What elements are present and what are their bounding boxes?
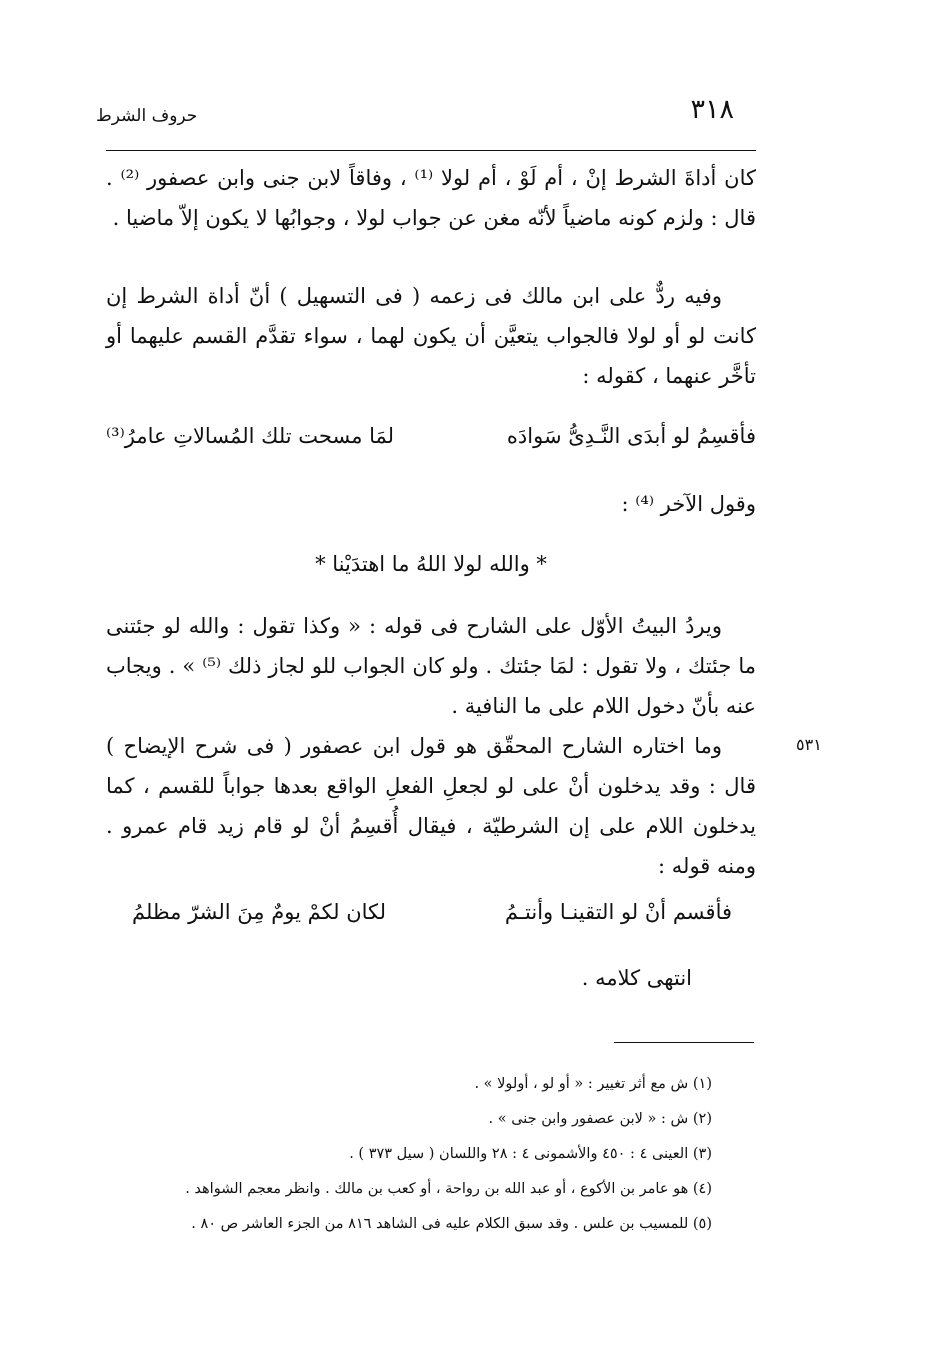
verse-3 <box>106 900 756 940</box>
footnote-text: هو عامر بن الأكوع ، أو عبد الله بن رواحة ، أو كعب بن مالك . وانظر معجم الشواهد . <box>185 1181 689 1197</box>
verse-3-second-hemistich: لكان لكمْ يومٌ مِنَ الشرّ مظلمُ <box>132 900 387 924</box>
footnote-text: العينى ٤ : ٤٥٠ والأشمونى ٤ : ٢٨ واللسان ( سيل ٣٧٣ ) . <box>349 1146 689 1162</box>
margin-reference-number: ٥٣١ <box>796 735 822 754</box>
paragraph-6: انتهى كلامه . <box>581 966 692 990</box>
footnote-text: للمسيب بن علس . وقد سبق الكلام عليه فى الشاهد ٨١٦ من الجزء العاشر ص ٨٠ . <box>191 1216 689 1232</box>
verse-1 <box>106 424 756 464</box>
footnote-number: (٢) <box>692 1111 712 1127</box>
footnote-number: (١) <box>692 1076 712 1092</box>
footnote-number: (٥) <box>692 1216 712 1232</box>
footnote-3 <box>106 1142 712 1177</box>
footnotes <box>106 1072 712 1247</box>
footnote-number: (٣) <box>692 1146 712 1162</box>
paragraph-3: وقول الآخر ⁽⁴⁾ : <box>621 492 756 516</box>
running-title: حروف الشرط <box>96 106 198 126</box>
paragraph-4: ويردُ البيتُ الأوّل على الشارح فى قوله : « وكذا تقول : والله لو جئتنى ما جئتك ، ولا تقول : لمَا جئتك . ولو كان الجواب للو لجاز ذلك ⁽⁵⁾ » . ويجاب عنه بأنّ دخول اللام على ما النافية . <box>106 614 757 718</box>
footnote-rule <box>614 1042 754 1043</box>
verse-2: * والله لولا اللهُ ما اهتدَيْنا * <box>315 552 547 576</box>
verse-1-first-hemistich: فأقسِمُ لو أبدَى النَّـدِىُّ سَوادَه <box>506 424 756 448</box>
verse-3-first-hemistich: فأقسم أنْ لو التقينـا وأنتـمُ <box>504 900 732 924</box>
footnote-2 <box>106 1107 712 1142</box>
header-rule <box>106 150 756 151</box>
paragraph-5: وما اختاره الشارح المحقّق هو قول ابن عصفور ( فى شرح الإيضاح ) قال : وقد يدخلون أنْ على لو لجعلِ الفعلِ الواقع بعدها جواباً للقسم ، كما يدخلون اللام على إن الشرطيّة ، فيقال أُقسِمُ أنْ لو قام زيد قام عمرو . ومنه قوله : <box>106 734 756 878</box>
footnote-text: ش : « لابن عصفور وابن جنى » . <box>488 1111 689 1127</box>
footnote-number: (٤) <box>692 1181 712 1197</box>
footnote-4 <box>106 1177 712 1212</box>
paragraph-1: كان أداةَ الشرط إنْ ، أم لَوْ ، أم لولا ⁽¹⁾ ، وفاقاً لابن جنى وابن عصفور ⁽²⁾ . قال : ولزم كونه ماضياً لأنّه مغن عن جواب لولا ، وجوابُها لا يكون إلاّ ماضيا . <box>106 166 756 230</box>
page-number: ٣١٨ <box>690 94 734 125</box>
verse-1-second-hemistich: لمَا مسحت تلك المُسالاتِ عامرُ⁽³⁾ <box>106 424 395 448</box>
footnote-text: ش مع أثر تغيير : « أو لو ، أولولا » . <box>474 1076 689 1092</box>
paragraph-2: وفيه ردٌّ على ابن مالك فى زعمه ( فى التسهيل ) أنّ أداة الشرط إن كانت لو أو لولا فالجواب يتعيَّن أن يكون لهما ، سواء تقدَّم القسم عليهما أو تأخَّر عنهما ، كقوله : <box>106 284 756 388</box>
footnote-5 <box>106 1212 712 1247</box>
footnote-1 <box>106 1072 712 1107</box>
